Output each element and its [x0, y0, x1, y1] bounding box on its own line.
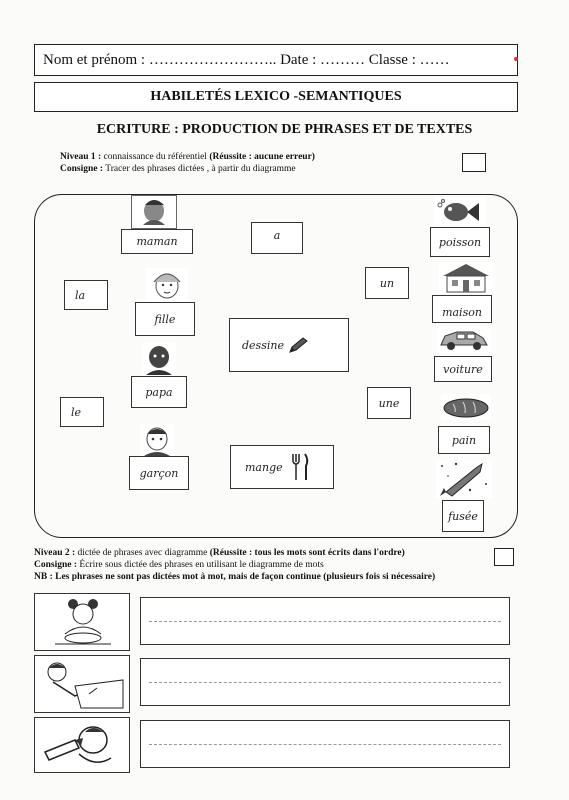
maman-picture	[131, 195, 177, 229]
page-title: HABILETÉS LEXICO -SEMANTIQUES	[34, 82, 518, 112]
word-card-pain[interactable]: pain	[438, 426, 490, 454]
pencil-icon	[288, 336, 310, 354]
word-card-maison[interactable]: maison	[432, 295, 492, 323]
answer-line-3[interactable]	[140, 720, 510, 768]
student-info-text: Nom et prénom : …………………….. Date : ……… Classe : ……	[43, 51, 450, 68]
word-card-maman[interactable]: maman	[121, 229, 193, 254]
fish-picture	[434, 197, 486, 225]
dad-picture	[142, 343, 176, 375]
word-card-un[interactable]: un	[365, 267, 409, 299]
student-info-field[interactable]	[34, 44, 518, 76]
level2-instructions: Niveau 2 : dictée de phrases avec diagramme (Réussite : tous les mots sont écrits dans l'ordre) Consigne : Écrire sous dictée des phrases en utilisant le diagramme de mots NB : Les phrases ne sont pas dictées mot à mot, mais de façon continue (plusieurs fois si nécessaire)	[34, 548, 436, 582]
fork-knife-icon	[289, 452, 311, 482]
word-card-fille[interactable]: fille	[135, 302, 195, 336]
drawing-child-image	[34, 655, 130, 713]
rocket-picture	[436, 460, 492, 498]
word-card-voiture[interactable]: voiture	[434, 356, 492, 382]
level1-checkbox[interactable]	[462, 153, 486, 172]
word-card-poisson[interactable]: poisson	[430, 227, 490, 257]
word-card-la[interactable]: la	[64, 280, 108, 310]
car-picture	[437, 327, 491, 353]
word-card-a[interactable]: a	[251, 222, 303, 254]
answer-line-1[interactable]	[140, 597, 510, 645]
eating-girl-image	[34, 593, 130, 651]
baby-bottle-image	[34, 717, 130, 773]
bread-picture	[441, 394, 491, 420]
level2-checkbox[interactable]	[494, 548, 514, 566]
word-card-dessine[interactable]: dessine	[229, 318, 349, 372]
house-picture	[439, 262, 493, 294]
section-subtitle: ECRITURE : PRODUCTION DE PHRASES ET DE TEXTES	[96, 122, 473, 137]
word-card-papa[interactable]: papa	[131, 376, 187, 408]
word-card-fusee[interactable]: fusée	[442, 500, 484, 532]
word-card-une[interactable]: une	[367, 387, 411, 419]
word-card-le[interactable]: le	[60, 397, 104, 427]
answer-line-2[interactable]	[140, 658, 510, 706]
level1-instructions: Niveau 1 : connaissance du référentiel (Réussite : aucune erreur) Consigne : Tracer des phrases dictées , à partir du diagramme	[60, 152, 315, 174]
girl-picture	[146, 268, 188, 304]
word-card-mange[interactable]: mange	[230, 445, 334, 489]
word-card-garcon[interactable]: garçon	[129, 456, 189, 490]
boy-picture	[140, 424, 174, 456]
red-dot-mark	[514, 57, 518, 61]
